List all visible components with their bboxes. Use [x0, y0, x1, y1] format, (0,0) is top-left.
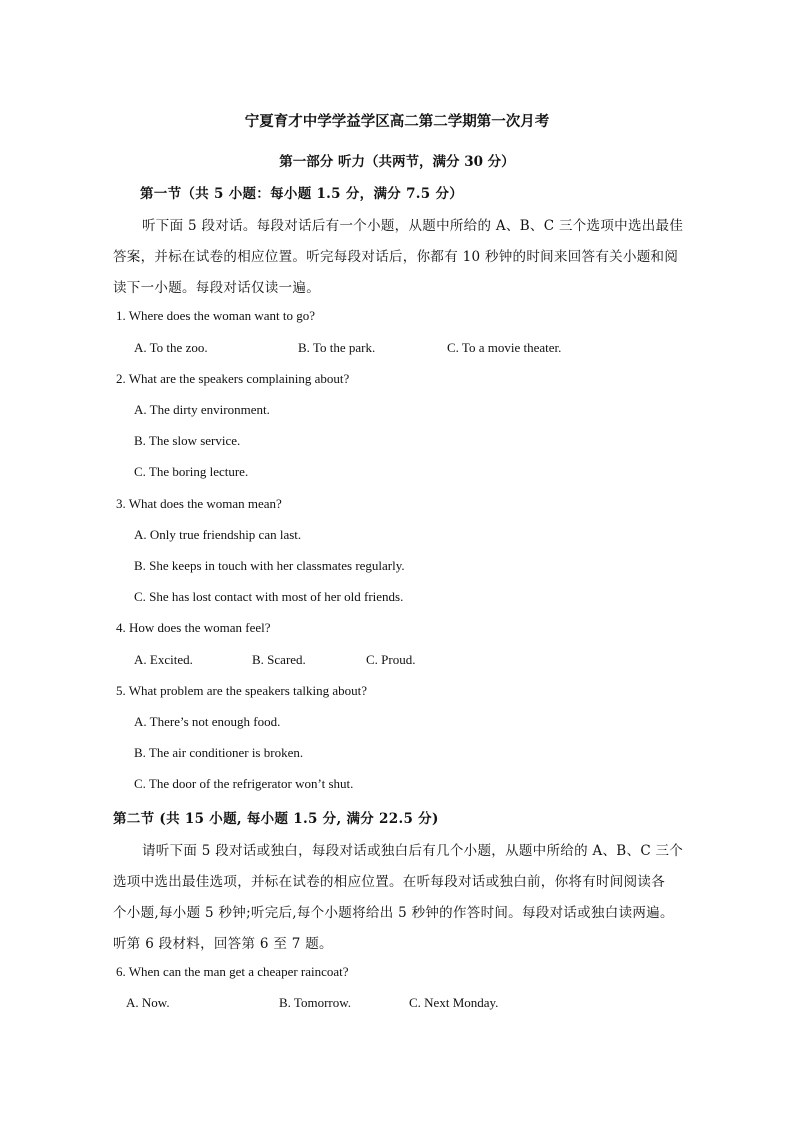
question-option: C. The boring lecture.	[134, 464, 249, 479]
question-option: A. Now.	[126, 995, 170, 1010]
question-option: A. There’s not enough food.	[134, 714, 281, 729]
question-option: A. Only true friendship can last.	[134, 527, 302, 542]
section2-instructions-line: 听第 6 段材料，回答第 6 至 7 题。	[113, 936, 333, 952]
question-option: C. To a movie theater.	[447, 340, 562, 355]
section2-instructions-line: 请听下面 5 段对话或独白，每段对话或独白后有几个小题，从题中所给的 A、B、C 三个	[142, 843, 684, 859]
question-option: C. Next Monday.	[409, 995, 499, 1010]
question-stem: 5. What problem are the speakers talking about?	[116, 683, 368, 698]
question-option: A. Excited.	[134, 652, 193, 667]
section2-heading: 第二节 (共 15 小题, 每小题 1.5 分, 满分 22.5 分)	[113, 811, 439, 827]
question-option: B. The slow service.	[134, 433, 241, 448]
question-stem: 2. What are the speakers complaining about?	[116, 371, 350, 386]
exam-title: 宁夏育才中学学益学区高二第二学期第一次月考	[244, 113, 550, 130]
section2-instructions-line: 个小题,每小题 5 秒钟;听完后,每个小题将给出 5 秒钟的作答时间。每段对话或独白读两遍。	[113, 905, 674, 921]
question-option: C. Proud.	[366, 652, 416, 667]
section1-instructions-line: 听下面 5 段对话。每段对话后有一个小题，从题中所给的 A、B、C 三个选项中选出最佳	[142, 218, 684, 234]
section2-instructions-line: 选项中选出最佳选项，并标在试卷的相应位置。在听每段对话或独白前，你将有时间阅读各	[113, 874, 665, 890]
section1-instructions-line: 读下一小题。每段对话仅读一遍。	[113, 280, 320, 296]
part1-heading: 第一部分 听力（共两节，满分 30 分）	[279, 154, 515, 170]
question-option: C. The door of the refrigerator won’t shut.	[134, 776, 354, 791]
question-option: B. Tomorrow.	[279, 995, 352, 1010]
section1-heading: 第一节（共 5 小题：每小题 1.5 分，满分 7.5 分）	[140, 186, 464, 202]
question-option: B. The air conditioner is broken.	[134, 745, 304, 760]
question-option: B. To the park.	[298, 340, 376, 355]
question-stem: 6. When can the man get a cheaper raincoat?	[116, 964, 349, 979]
question-option: B. Scared.	[252, 652, 306, 667]
question-stem: 1. Where does the woman want to go?	[116, 308, 316, 323]
question-stem: 4. How does the woman feel?	[116, 620, 271, 635]
question-option: A. To the zoo.	[134, 340, 208, 355]
question-option: C. She has lost contact with most of her old friends.	[134, 589, 404, 604]
question-stem: 3. What does the woman mean?	[116, 496, 282, 511]
section1-instructions-line: 答案，并标在试卷的相应位置。听完每段对话后，你都有 10 秒钟的时间来回答有关小题和阅	[113, 249, 679, 265]
question-option: A. The dirty environment.	[134, 402, 270, 417]
question-option: B. She keeps in touch with her classmates regularly.	[134, 558, 405, 573]
